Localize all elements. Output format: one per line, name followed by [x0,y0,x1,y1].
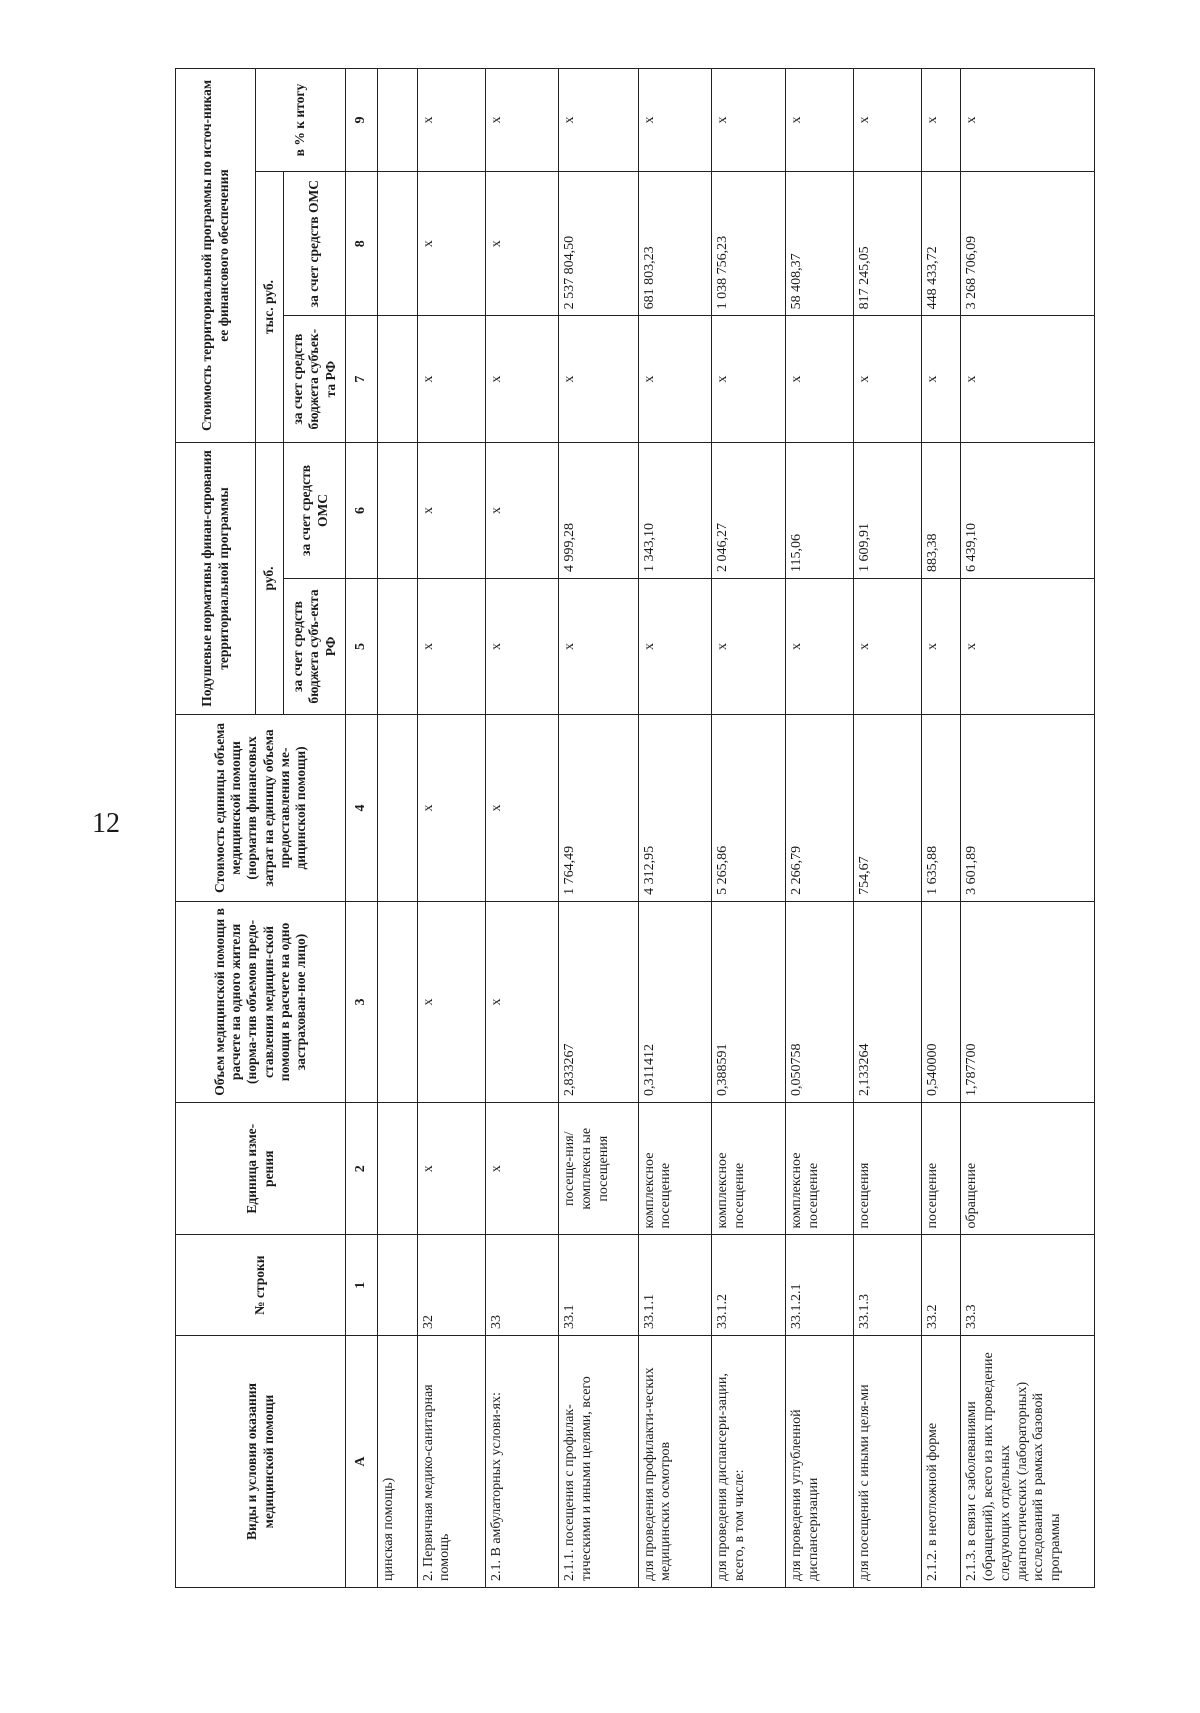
cell-norm-oms: х [485,442,559,578]
header-col-5: за счет средств бюджета субъ-екта РФ [284,578,346,714]
colnum-8: 8 [346,172,378,316]
cell-norm-budget: х [485,578,559,714]
cell-percent: х [961,69,1095,172]
cell-type: 2. Первичная медико-санитарная помощь [417,1336,485,1588]
cell-cost-oms: 1 038 756,23 [712,172,786,316]
table-row [921,69,961,1588]
cell-percent: х [559,69,638,172]
cell-cost-budget: х [417,316,485,443]
cell-row-number: 32 [417,1235,485,1336]
cell-volume: 1,787700 [961,901,1095,1102]
cell-cost-budget: х [921,316,961,443]
colnum-6: 6 [346,442,378,578]
cell-volume: 2,833267 [559,901,638,1102]
colnum-7: 7 [346,316,378,443]
cell-volume: 0,311412 [638,901,712,1102]
colnum-4: 4 [346,715,378,902]
cell-type: для проведения профилакти-ческих медицинских осмотров [638,1336,712,1588]
cell-norm-oms: 883,38 [921,442,961,578]
cell-norm-oms: 4 999,28 [559,442,638,578]
cell-norm-budget: х [785,578,853,714]
cell-percent: х [417,69,485,172]
cell-cost-budget [378,316,418,443]
cell-unit: комплексное посещение [712,1103,786,1235]
cell-cost-oms: 448 433,72 [921,172,961,316]
colnum-2: 2 [346,1103,378,1235]
cell-type: цинская помощь) [378,1336,418,1588]
cell-norm-oms: 1 343,10 [638,442,712,578]
cell-norm-budget: х [921,578,961,714]
cell-volume: х [417,901,485,1102]
cell-unit: х [485,1103,559,1235]
table-row [559,69,638,1588]
cell-norm-oms: 115,06 [785,442,853,578]
cell-norm-budget [378,578,418,714]
rotated-table-container [175,68,1095,1588]
header-col-2: Единица изме-рения [176,1103,346,1235]
cell-volume: 0,540000 [921,901,961,1102]
cell-unit: посещение [921,1103,961,1235]
cell-unit-cost [378,715,418,902]
cell-percent: х [921,69,961,172]
cell-unit: посеще-ния/комплексн ые посещения [559,1103,638,1235]
cell-unit-cost: 3 601,89 [961,715,1095,902]
cell-cost-budget: х [485,316,559,443]
cell-cost-oms: 2 537 804,50 [559,172,638,316]
cell-unit: обращение [961,1103,1095,1235]
table-row [853,69,921,1588]
cell-row-number: 33.2 [921,1235,961,1336]
cell-percent: х [712,69,786,172]
cell-norm-budget: х [961,578,1095,714]
cell-unit-cost: х [417,715,485,902]
cell-percent [378,69,418,172]
cell-unit-cost: х [485,715,559,902]
cell-volume: 2,133264 [853,901,921,1102]
cell-cost-oms: 817 245,05 [853,172,921,316]
cell-percent: х [638,69,712,172]
cell-volume: х [485,901,559,1102]
cell-unit: комплексное посещение [638,1103,712,1235]
header-col-6: за счет средств ОМС [284,442,346,578]
cell-cost-budget: х [638,316,712,443]
cell-cost-oms: 681 803,23 [638,172,712,316]
colnum-1: 1 [346,1235,378,1336]
cell-norm-oms [378,442,418,578]
cell-row-number: 33.1.1 [638,1235,712,1336]
colnum-a: А [346,1336,378,1588]
cell-cost-oms: х [417,172,485,316]
header-col-7: за счет средств бюджета субъек-та РФ [284,316,346,443]
header-col-4: Стоимость единицы объема медицинской помощи (норматив финансовых затрат на единицу объема предоставления ме-дицинской помощи) [176,715,346,902]
cell-unit-cost: 754,67 [853,715,921,902]
cell-norm-oms: 6 439,10 [961,442,1095,578]
colnum-3: 3 [346,901,378,1102]
cell-unit-cost: 2 266,79 [785,715,853,902]
cell-cost-budget: х [853,316,921,443]
table-row [712,69,786,1588]
table-row [638,69,712,1588]
cell-unit-cost: 1 764,49 [559,715,638,902]
financing-table [175,68,1095,1588]
cell-cost-budget: х [961,316,1095,443]
header-group-norm: Подушевые нормативы финан-сирования территориальной программы [176,442,256,714]
cell-unit-cost: 5 265,86 [712,715,786,902]
cell-unit [378,1103,418,1235]
cell-cost-budget: х [712,316,786,443]
cell-row-number: 33.1 [559,1235,638,1336]
cell-volume [378,901,418,1102]
cell-unit: комплексное посещение [785,1103,853,1235]
cell-norm-oms: 2 046,27 [712,442,786,578]
cell-percent: х [785,69,853,172]
table-row [485,69,559,1588]
cell-unit-cost: 4 312,95 [638,715,712,902]
table-row [378,69,418,1588]
page-number: 12 [92,808,120,839]
cell-volume: 0,388591 [712,901,786,1102]
cell-norm-budget: х [712,578,786,714]
header-col-9: в % к итогу [256,69,346,172]
cell-row-number: 33.1.2 [712,1235,786,1336]
cell-cost-oms: 58 408,37 [785,172,853,316]
table-row [961,69,1095,1588]
cell-norm-oms: х [417,442,485,578]
cell-norm-budget: х [417,578,485,714]
cell-row-number: 33.1.2.1 [785,1235,853,1336]
header-col-1: № строки [176,1235,346,1336]
header-col-3: Объем медицинской помощи в расчете на одного жителя (норма-тив объемов предо-ставления медицин-ской помощи в расчете на одно застрахован-ное лицо) [176,901,346,1102]
colnum-9: 9 [346,69,378,172]
header-cost-unit: тыс. руб. [256,172,284,443]
cell-type: 2.1. В амбулаторных услови-ях: [485,1336,559,1588]
cell-type: для проведения углубленной диспансеризации [785,1336,853,1588]
header-col-a: Виды и условия оказания медицинской помощи [176,1336,346,1588]
table-row [417,69,485,1588]
cell-row-number: 33.1.3 [853,1235,921,1336]
header-group-cost: Стоимость территориальной программы по источ-никам ее финансового обеспечения [176,69,256,443]
cell-cost-budget: х [785,316,853,443]
cell-type: для проведения диспансери-зации, всего, в том числе: [712,1336,786,1588]
cell-row-number: 33.3 [961,1235,1095,1336]
cell-volume: 0,050758 [785,901,853,1102]
cell-type: для посещений с иными целя-ми [853,1336,921,1588]
cell-unit-cost: 1 635,88 [921,715,961,902]
cell-row-number [378,1235,418,1336]
cell-norm-budget: х [559,578,638,714]
cell-norm-budget: х [853,578,921,714]
header-norm-unit: руб. [256,442,284,714]
cell-unit: х [417,1103,485,1235]
cell-type: 2.1.3. в связи с заболеваниями (обращений), всего из них проведение следующих отдельных диагностических (лабораторных) исследований в рамках базовой программы [961,1336,1095,1588]
cell-percent: х [853,69,921,172]
cell-percent: х [485,69,559,172]
header-col-8: за счет средств ОМС [284,172,346,316]
cell-cost-oms: 3 268 706,09 [961,172,1095,316]
column-numbers-row [346,69,378,1588]
cell-unit: посещения [853,1103,921,1235]
cell-type: 2.1.2. в неотложной форме [921,1336,961,1588]
cell-type: 2.1.1. посещения с профилак-тическими и иными целями, всего [559,1336,638,1588]
cell-cost-oms [378,172,418,316]
table-row [785,69,853,1588]
cell-norm-oms: 1 609,91 [853,442,921,578]
cell-cost-budget: х [559,316,638,443]
cell-norm-budget: х [638,578,712,714]
cell-row-number: 33 [485,1235,559,1336]
colnum-5: 5 [346,578,378,714]
cell-cost-oms: х [485,172,559,316]
